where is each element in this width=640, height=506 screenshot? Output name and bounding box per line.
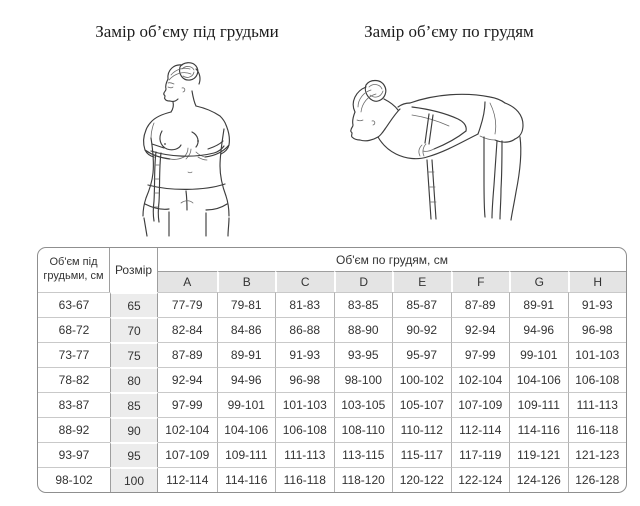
bust-range-cell: 107-109 <box>158 442 217 467</box>
bust-range-cell: 89-91 <box>509 292 568 317</box>
bust-range-cell: 91-93 <box>275 342 334 367</box>
bust-range-cell: 122-124 <box>451 467 510 492</box>
bust-range-cell: 91-93 <box>568 292 627 317</box>
bust-range-cell: 82-84 <box>158 317 217 342</box>
band-size-cell: 90 <box>110 417 158 442</box>
bust-range-cell: 86-88 <box>275 317 334 342</box>
bust-range-cell: 124-126 <box>509 467 568 492</box>
bust-range-cell: 112-114 <box>158 467 217 492</box>
bust-range-cell: 84-86 <box>217 317 276 342</box>
table-row <box>38 292 626 317</box>
bust-range-cell: 92-94 <box>451 317 510 342</box>
underbust-measure-heading: Замір об’єму під грудьми <box>95 22 279 41</box>
underbust-range-cell: 63-67 <box>38 292 110 317</box>
bust-range-cell: 97-99 <box>451 342 510 367</box>
bust-measure-illustration <box>330 57 550 242</box>
band-size-cell: 80 <box>110 367 158 392</box>
bust-range-cell: 97-99 <box>158 392 217 417</box>
bust-range-cell: 83-85 <box>334 292 393 317</box>
bust-range-cell: 92-94 <box>158 367 217 392</box>
bust-range-cell: 116-118 <box>568 417 627 442</box>
bust-range-cell: 118-120 <box>334 467 393 492</box>
table-row <box>38 342 626 367</box>
bust-range-cell: 105-107 <box>392 392 451 417</box>
size-table <box>37 247 627 493</box>
bust-range-cell: 89-91 <box>217 342 276 367</box>
bust-range-cell: 99-101 <box>217 392 276 417</box>
size-table-grid <box>38 248 626 492</box>
table-row <box>38 392 626 417</box>
bust-range-cell: 114-116 <box>217 467 276 492</box>
bust-range-cell: 90-92 <box>392 317 451 342</box>
bust-range-cell: 96-98 <box>568 317 627 342</box>
bust-group-header: Об'єм по грудям, см <box>336 252 448 267</box>
bust-range-cell: 95-97 <box>392 342 451 367</box>
size-table-body <box>38 292 626 492</box>
bust-range-cell: 93-95 <box>334 342 393 367</box>
bust-range-cell: 112-114 <box>451 417 510 442</box>
underbust-range-cell: 83-87 <box>38 392 110 417</box>
cup-letter-header: G <box>509 271 568 292</box>
underbust-range-cell: 93-97 <box>38 442 110 467</box>
bust-range-cell: 94-96 <box>509 317 568 342</box>
bent-woman-drawing <box>330 57 550 237</box>
bust-range-cell: 116-118 <box>275 467 334 492</box>
bust-range-cell: 108-110 <box>334 417 393 442</box>
bust-range-cell: 102-104 <box>158 417 217 442</box>
table-row <box>38 442 626 467</box>
cup-letter-header: F <box>451 271 510 292</box>
cup-letter-header: D <box>334 271 393 292</box>
underbust-range-cell: 78-82 <box>38 367 110 392</box>
underbust-range-cell: 68-72 <box>38 317 110 342</box>
bust-range-cell: 98-100 <box>334 367 393 392</box>
bust-range-cell: 111-113 <box>568 392 627 417</box>
cup-letter-header: C <box>275 271 334 292</box>
band-size-cell: 75 <box>110 342 158 367</box>
bust-range-cell: 99-101 <box>509 342 568 367</box>
bust-measure-heading: Замір об’єму по грудям <box>364 22 534 41</box>
bust-range-cell: 96-98 <box>275 367 334 392</box>
cup-letter-header: E <box>392 271 451 292</box>
bust-range-cell: 104-106 <box>217 417 276 442</box>
bust-range-cell: 115-117 <box>392 442 451 467</box>
bust-range-cell: 87-89 <box>451 292 510 317</box>
band-size-cell: 65 <box>110 292 158 317</box>
bust-range-cell: 110-112 <box>392 417 451 442</box>
underbust-range-cell: 88-92 <box>38 417 110 442</box>
table-row <box>38 367 626 392</box>
bust-range-cell: 102-104 <box>451 367 510 392</box>
cup-letter-header: A <box>158 271 217 292</box>
bust-range-cell: 79-81 <box>217 292 276 317</box>
bust-range-cell: 111-113 <box>275 442 334 467</box>
underbust-column-header: Об'єм під грудьми, см <box>38 248 110 292</box>
bust-range-cell: 117-119 <box>451 442 510 467</box>
cup-letter-header: B <box>217 271 276 292</box>
size-column-header: Розмір <box>110 248 158 292</box>
bust-range-cell: 88-90 <box>334 317 393 342</box>
bust-range-cell: 101-103 <box>568 342 627 367</box>
bust-range-cell: 85-87 <box>392 292 451 317</box>
bust-range-cell: 94-96 <box>217 367 276 392</box>
bust-range-cell: 106-108 <box>275 417 334 442</box>
table-row <box>38 417 626 442</box>
table-header-row-1 <box>38 248 626 271</box>
bust-range-cell: 119-121 <box>509 442 568 467</box>
bust-range-cell: 113-115 <box>334 442 393 467</box>
bust-range-cell: 100-102 <box>392 367 451 392</box>
table-row <box>38 317 626 342</box>
bust-range-cell: 103-105 <box>334 392 393 417</box>
bust-range-cell: 106-108 <box>568 367 627 392</box>
bust-range-cell: 104-106 <box>509 367 568 392</box>
bust-range-cell: 87-89 <box>158 342 217 367</box>
underbust-measure-illustration <box>112 57 292 242</box>
bust-range-cell: 77-79 <box>158 292 217 317</box>
band-size-cell: 95 <box>110 442 158 467</box>
bust-range-cell: 121-123 <box>568 442 627 467</box>
bust-range-cell: 126-128 <box>568 467 627 492</box>
band-size-cell: 70 <box>110 317 158 342</box>
bust-range-cell: 107-109 <box>451 392 510 417</box>
band-size-cell: 85 <box>110 392 158 417</box>
bust-range-cell: 81-83 <box>275 292 334 317</box>
underbust-range-cell: 98-102 <box>38 467 110 492</box>
cup-letter-header: H <box>568 271 627 292</box>
bust-range-cell: 101-103 <box>275 392 334 417</box>
bust-range-cell: 109-111 <box>217 442 276 467</box>
standing-woman-drawing <box>112 57 292 237</box>
underbust-range-cell: 73-77 <box>38 342 110 367</box>
bust-range-cell: 109-111 <box>509 392 568 417</box>
bust-range-cell: 120-122 <box>392 467 451 492</box>
bust-range-cell: 114-116 <box>509 417 568 442</box>
table-row <box>38 467 626 492</box>
band-size-cell: 100 <box>110 467 158 492</box>
